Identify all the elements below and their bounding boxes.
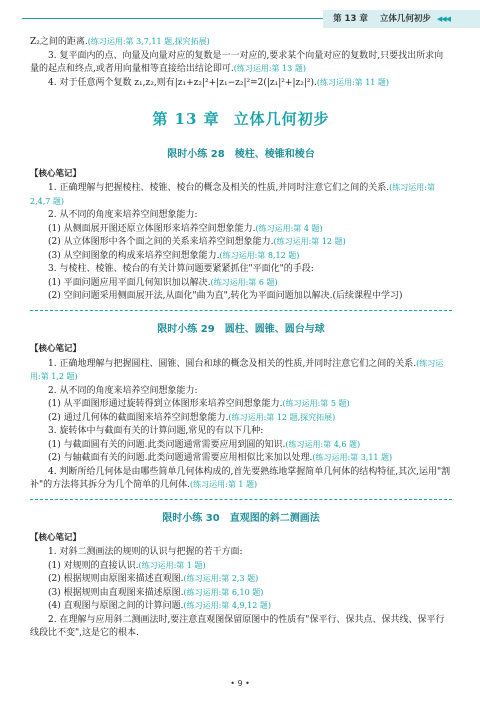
running-header [0, 10, 480, 28]
practice-section [30, 322, 452, 500]
note-item [30, 614, 452, 641]
chapter-label: 第 13 章 [152, 110, 220, 128]
section-prefix: 限时小练 28 [167, 148, 225, 160]
exercise-reference: (练习运用:第 3,11 题) [312, 453, 393, 462]
intro-block [30, 36, 452, 90]
note-text: 3. 与棱柱、棱锥、棱台的有关计算问题要紧紧抓住"平面化"的手段: [48, 264, 314, 275]
exercise-reference: (练习运用:第 6,10 题) [183, 587, 264, 597]
note-text: 4. 判断所给几何体是由哪些简单几何体构成的,首先要熟练地掌握简单几何体的结构特征,其次,运用"割补"的方法将其拆分为几个简单的几何体. [30, 466, 451, 490]
note-text: 1. 正确理解与把握棱柱、棱锥、棱台的概念及相关的性质,并同时注意它们之间的关系. [48, 183, 390, 194]
note-text: (2) 通过几何体的截面图来培养空间想象能力. [48, 412, 229, 423]
exercise-reference: (练习运用:第 2,3 题) [183, 574, 259, 584]
note-item [30, 398, 452, 412]
note-text: (2) 空间问题采用侧面展开法,从面化"曲为直",转化为平面问题加以解决.(后续课程中学习) [48, 291, 403, 302]
practice-section [30, 511, 452, 641]
intro-paragraph [30, 36, 452, 50]
section-title [30, 511, 452, 526]
header-chapter-title: 立体几何初步 [379, 13, 431, 24]
note-item [30, 277, 452, 291]
exercise-reference: (练习运用:第 11 题) [316, 77, 390, 87]
note-text: (2) 与轴截面有关的问题.此类问题通常需要应用相似比来加以处理. [48, 453, 313, 463]
exercise-reference: (练习运用:第 4 题) [255, 223, 323, 233]
note-text: (1) 平面问题应用平面几何知识加以解决. [48, 277, 211, 288]
section-title [30, 147, 452, 162]
note-item [30, 412, 452, 426]
note-text: (4) 直观图与原图之间的计算问题. [48, 601, 184, 612]
exercise-reference: (练习运用:第 13 题) [233, 64, 306, 73]
core-notes-heading: 【核心笔记】 [30, 343, 82, 354]
section-divider [30, 499, 452, 500]
note-item [30, 573, 452, 587]
note-item [30, 560, 452, 574]
note-text: 1. 对斜二测画法的规则的认识与把握的若干方面: [48, 547, 243, 558]
core-notes-heading: 【核心笔记】 [30, 168, 82, 179]
exercise-reference: (练习运用:第 6 题) [210, 277, 278, 287]
note-text: 3. 旋转体中与截面有关的计算问题,常见的有以下几种: [48, 426, 264, 436]
exercise-reference: (练习运用:第 5 题) [282, 399, 350, 408]
note-item [30, 182, 452, 209]
section-title [30, 322, 452, 337]
chapter-name: 立体几何初步 [233, 110, 330, 128]
section-name: 棱柱、棱锥和棱台 [234, 148, 315, 160]
paragraph-text: 3. 复平面内的点、向量及向量对应的复数是一一对应的,要求某个向量对应的复数时,只要找出所求向量的起点和终点,或者用向量相等直接给出结论即可. [30, 50, 444, 74]
exercise-reference: (练习运用:第 1,2 题) [30, 358, 444, 381]
note-item [30, 358, 452, 385]
section-name: 圆柱、圆锥、圆台与球 [224, 323, 325, 335]
note-item [30, 600, 452, 614]
note-item [30, 452, 452, 466]
note-text: (3) 根据规则由直观图来描述原图. [48, 587, 184, 598]
note-item [30, 209, 452, 223]
exercise-reference: (练习运用:第 8,12 题) [219, 250, 300, 260]
note-item [30, 250, 452, 264]
note-text: (1) 从侧面展开图还原立体图形来培养空间想象能力. [48, 223, 256, 234]
note-item [30, 385, 452, 399]
note-item [30, 546, 452, 560]
note-item [30, 425, 452, 439]
exercise-reference: (练习运用:第 12 题,探究拓展) [228, 412, 336, 422]
note-text: (1) 与截面圆有关的问题.此类问题通常需要应用到圆的知识. [48, 439, 286, 450]
exercise-reference: (练习运用:第 2,4,7 题) [30, 183, 435, 206]
arrows-icon: ◀◀◀ [436, 14, 450, 23]
note-text: 2. 从不同的角度来培养空间想象能力: [48, 385, 198, 396]
note-text: (2) 根据规则由原图来描述直观图. [48, 574, 184, 585]
paragraph-text: Z₂之间的距离. [30, 37, 88, 47]
note-text: (2) 从立体图形中各个面之间的关系来培养空间想象能力. [48, 237, 274, 248]
note-item [30, 587, 452, 601]
exercise-reference: (练习运用:第 1 题) [138, 560, 206, 570]
intro-paragraph [30, 77, 452, 91]
section-prefix: 限时小练 29 [157, 323, 215, 335]
exercise-reference: (练习运用:第 4,6 题) [285, 439, 361, 449]
paragraph-text: 4. 对于任意两个复数 z₁,z₂,则有|z₁+z₂|²+|z₁−z₂|²=2(|z₁|²+|z₂|²). [48, 77, 317, 88]
sections [30, 147, 452, 641]
note-item [30, 439, 452, 453]
note-item [30, 466, 452, 493]
exercise-reference: (练习运用:第 3,7,11 题,探究拓展) [87, 37, 210, 46]
exercise-reference: (练习运用:第 1 题) [190, 480, 258, 489]
section-name: 直观图的斜二测画法 [229, 512, 320, 524]
note-item [30, 263, 452, 277]
chapter-title [30, 108, 452, 131]
note-text: (1) 对规则的直接认识. [48, 560, 139, 571]
note-text: 2. 从不同的角度来培养空间想象能力: [48, 210, 198, 221]
note-item [30, 290, 452, 304]
note-text: 2. 在理解与应用斜二测画法时,要注意直观图保留原图中的性质有"保平行、保共点、保共线、保平行线段比不变",这是它的根本. [30, 614, 445, 639]
practice-section [30, 147, 452, 311]
section-divider [30, 310, 452, 311]
header-chapter-label: 第 13 章 [333, 13, 368, 24]
note-text: (3) 从空间图象的构成来培养空间想象能力. [48, 250, 220, 261]
exercise-reference: (练习运用:第 12 题) [273, 237, 346, 247]
page-content [30, 36, 452, 641]
note-item [30, 223, 452, 237]
note-text: (1) 从平面图形通过旋转得到立体图形来培养空间想象能力. [48, 399, 283, 409]
header-tab [323, 10, 480, 28]
page-number: • 9 • [230, 679, 250, 688]
exercise-reference: (练习运用:第 4,9,12 题) [183, 601, 271, 611]
note-item [30, 236, 452, 250]
core-notes-heading: 【核心笔记】 [30, 532, 82, 543]
intro-paragraph [30, 50, 452, 77]
section-prefix: 限时小练 30 [162, 512, 220, 524]
note-text: 1. 正确地理解与把握圆柱、圆锥、圆台和球的概念及相关的性质,并同时注意它们之间的关系. [48, 358, 417, 369]
